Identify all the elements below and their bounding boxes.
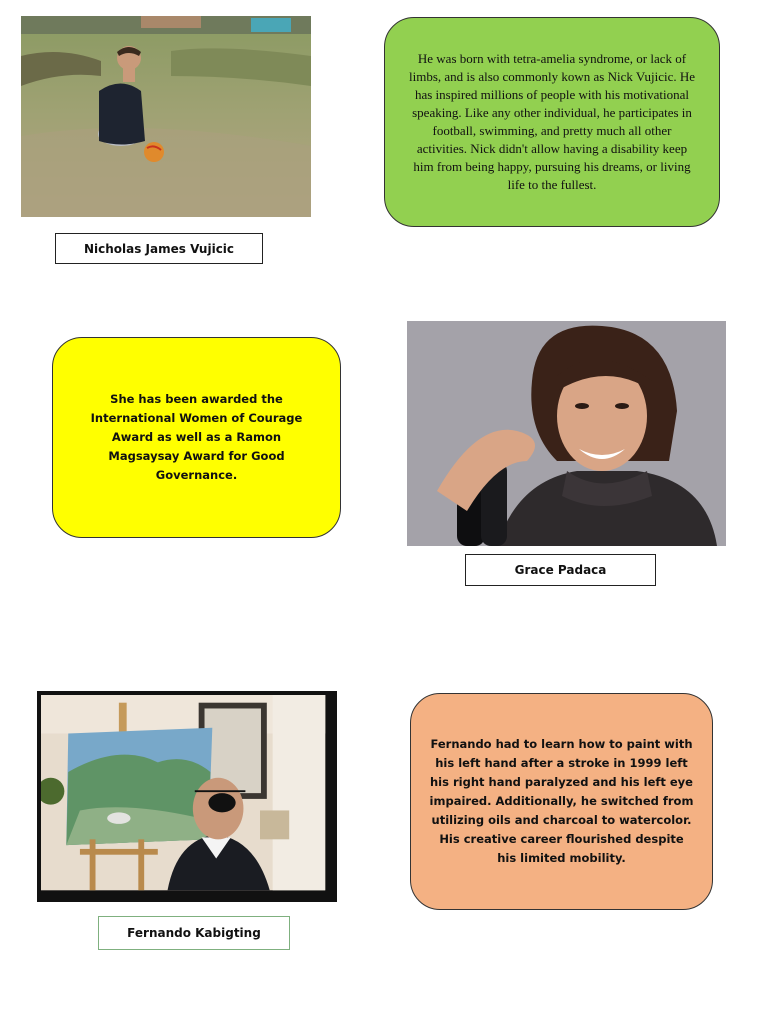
fernando-kabigting-description-box: [410, 693, 713, 910]
nick-vujicic-photo: [21, 16, 311, 217]
fernando-kabigting-description: Fernando had to learn how to paint with his left hand after a stroke in 1999 left his right hand paralyzed and his left eye impaired. Additionally, he switched from utilizing oils and charcoal to watercolor. His creative career flourished despite his limited mobility.: [429, 737, 694, 865]
grace-padaca-description-box: [52, 337, 341, 538]
nick-vujicic-description-box: [384, 17, 720, 227]
grace-padaca-description: She has been awarded the International Women of Courage Award as well as a Ramon Magsaysay Award for Good Governance.: [90, 392, 303, 482]
grace-padaca-photo: [407, 321, 726, 546]
fernando-kabigting-photo: [37, 691, 337, 902]
nick-vujicic-name-label: Nicholas James Vujicic: [55, 233, 263, 264]
fernando-kabigting-name-label: Fernando Kabigting: [98, 916, 290, 950]
nick-vujicic-description: He was born with tetra-amelia syndrome, or lack of limbs, and is also commonly kown as Nick Vujicic. He has inspired millions of people with his motivational speaking. Like any other individual, he participates in football, swimming, and pretty much all other activities. Nick didn't allow having a disability keep him from being happy, pursuing his dreams, or living life to the fullest.: [408, 51, 696, 192]
grace-padaca-name-label: Grace Padaca: [465, 554, 656, 586]
